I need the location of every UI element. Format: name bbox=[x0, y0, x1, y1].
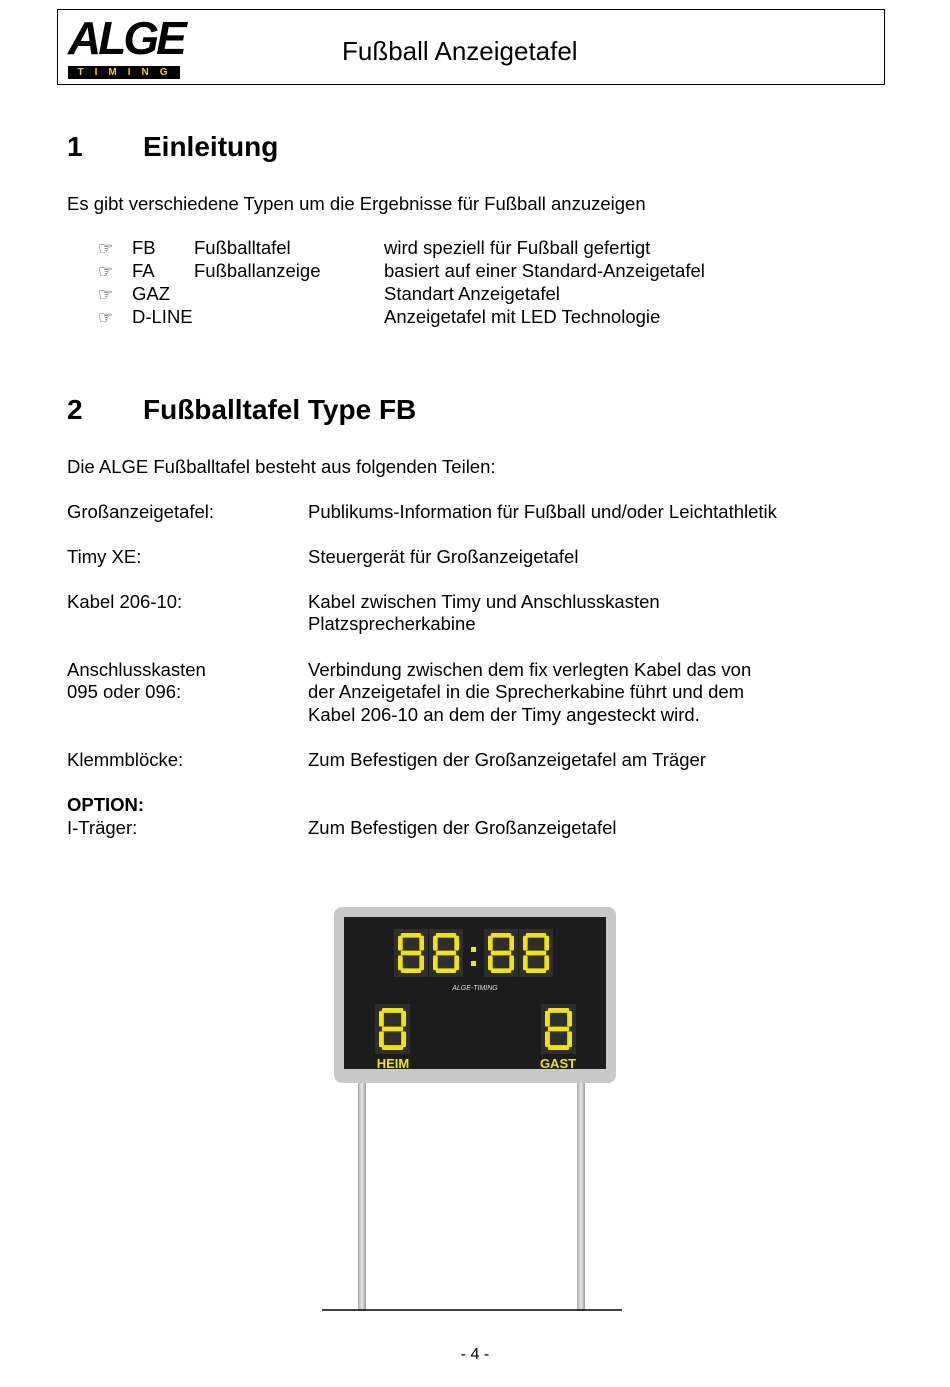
option-label: OPTION: bbox=[67, 794, 145, 815]
list-item bbox=[98, 237, 798, 259]
away-label: GAST bbox=[539, 1056, 577, 1071]
part-description: Kabel 206-10 an dem der Timy angesteckt wird. bbox=[308, 704, 700, 725]
part-label: Klemmblöcke: bbox=[67, 749, 184, 770]
section-1-title: Einleitung bbox=[143, 131, 279, 162]
logo-subtext: TIMING bbox=[77, 67, 179, 78]
home-label: HEIM bbox=[376, 1056, 410, 1071]
right-post bbox=[577, 1081, 585, 1311]
section-1-intro: Es gibt verschiedene Typen um die Ergebnisse für Fußball anzuzeigen bbox=[67, 193, 646, 214]
list-item bbox=[98, 306, 798, 328]
part-description: Steuergerät für Großanzeigetafel bbox=[308, 546, 579, 567]
pointing-hand-icon: ☞ bbox=[98, 262, 114, 281]
logo-word: ALGE bbox=[68, 12, 184, 64]
type-description: wird speziell für Fußball gefertigt bbox=[384, 237, 651, 258]
time-digit bbox=[394, 929, 428, 977]
header-title: Fußball Anzeigetafel bbox=[342, 36, 578, 66]
part-label: Kabel 206-10: bbox=[67, 591, 183, 612]
logo-bar bbox=[68, 66, 180, 79]
part-label: 095 oder 096: bbox=[67, 681, 182, 702]
time-digit bbox=[429, 929, 463, 977]
part-description: Publikums-Information für Fußball und/oder Leichtathletik bbox=[308, 501, 777, 522]
part-label: Timy XE: bbox=[67, 546, 142, 567]
section-1-heading bbox=[67, 131, 467, 165]
page-header bbox=[57, 9, 885, 85]
colon-dot bbox=[471, 947, 476, 952]
part-description: der Anzeigetafel in die Sprecherkabine führt und dem bbox=[308, 681, 745, 702]
list-item bbox=[98, 283, 798, 305]
type-code: FB bbox=[132, 237, 156, 258]
pointing-hand-icon: ☞ bbox=[98, 285, 114, 304]
pointing-hand-icon: ☞ bbox=[98, 308, 114, 327]
type-code: D-LINE bbox=[132, 306, 193, 327]
scoreboard-brand: ALGE-TIMING bbox=[452, 985, 498, 992]
type-list bbox=[98, 237, 798, 329]
scoreboard-svg bbox=[300, 895, 650, 1315]
part-label: Anschlusskasten bbox=[67, 659, 206, 680]
type-name: Fußballanzeige bbox=[194, 260, 321, 281]
type-code: FA bbox=[132, 260, 155, 281]
home-score-digit bbox=[375, 1004, 410, 1054]
type-description: Anzeigetafel mit LED Technologie bbox=[384, 306, 661, 327]
part-description: Verbindung zwischen dem fix verlegten Kabel das von bbox=[308, 659, 752, 680]
section-2-title: Fußballtafel Type FB bbox=[143, 394, 417, 425]
scoreboard-illustration bbox=[300, 895, 650, 1315]
section-2-intro: Die ALGE Fußballtafel besteht aus folgenden Teilen: bbox=[67, 456, 496, 477]
type-code: GAZ bbox=[132, 283, 171, 304]
time-digit bbox=[484, 929, 518, 977]
alge-timing-logo bbox=[68, 12, 184, 80]
part-description: Kabel zwischen Timy und Anschlusskasten bbox=[308, 591, 660, 612]
colon-dot bbox=[471, 961, 476, 966]
part-description: Zum Befestigen der Großanzeigetafel am Träger bbox=[308, 749, 706, 770]
type-description: basiert auf einer Standard-Anzeigetafel bbox=[384, 260, 705, 281]
type-name: Fußballtafel bbox=[194, 237, 291, 258]
section-1-number: 1 bbox=[67, 131, 83, 162]
part-description: Platzsprecherkabine bbox=[308, 613, 476, 634]
time-digit bbox=[519, 929, 553, 977]
section-2-heading bbox=[67, 394, 567, 428]
part-label: I-Träger: bbox=[67, 817, 138, 838]
pointing-hand-icon: ☞ bbox=[98, 239, 114, 258]
away-score-digit bbox=[541, 1004, 576, 1054]
part-description: Zum Befestigen der Großanzeigetafel bbox=[308, 817, 617, 838]
type-description: Standart Anzeigetafel bbox=[384, 283, 560, 304]
list-item bbox=[98, 260, 798, 282]
section-2-number: 2 bbox=[67, 394, 83, 425]
page-number: - 4 - bbox=[460, 1346, 490, 1363]
left-post bbox=[358, 1081, 366, 1311]
part-label: Großanzeigetafel: bbox=[67, 501, 215, 522]
